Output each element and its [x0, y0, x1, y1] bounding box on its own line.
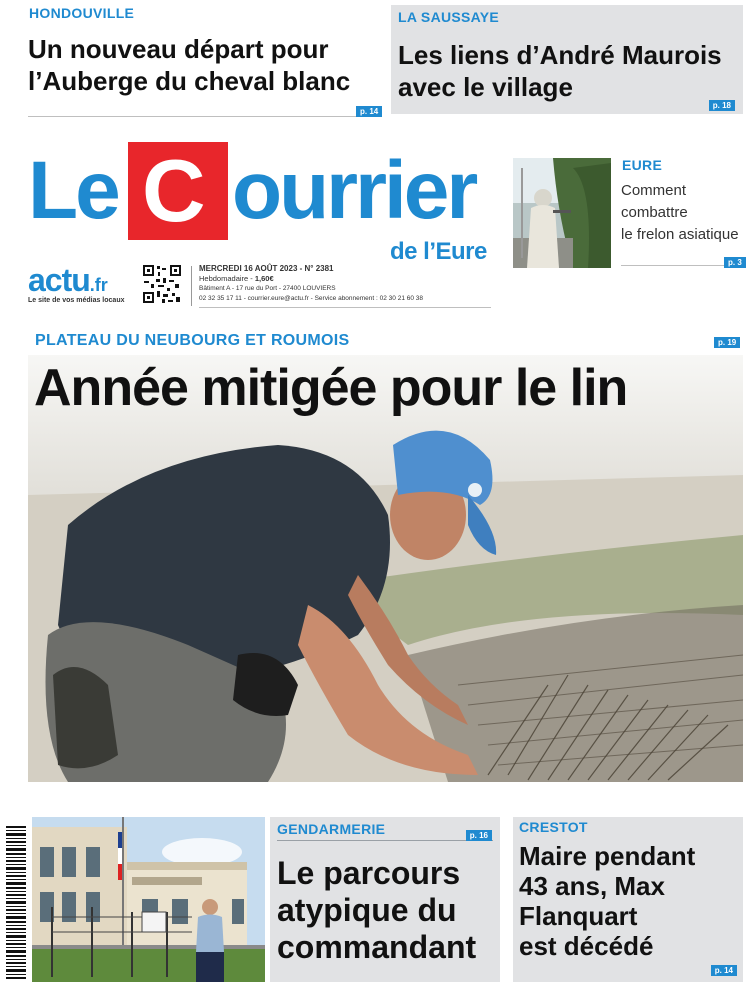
teaser-headline-crestot: Maire pendant 43 ans, Max Flanquart est décédé	[519, 841, 696, 961]
page-tag: p. 16	[466, 830, 492, 841]
teaser-headline-hondouville[interactable]: Un nouveau départ pour l’Auberge du cheval blanc	[28, 34, 351, 96]
page-tag: p. 14	[356, 106, 382, 117]
actu-logo[interactable]: actu.fr Le site de vos médias locaux	[28, 262, 143, 306]
divider	[191, 266, 192, 306]
teaser-kicker-gendarmerie: GENDARMERIE	[277, 821, 386, 837]
teaser-box-gendarmerie[interactable]	[270, 817, 500, 982]
barcode-icon	[6, 826, 26, 981]
logo-le: Le	[28, 145, 118, 236]
teaser-kicker-crestot: CRESTOT	[519, 819, 588, 835]
teaser-box-la-saussaye[interactable]	[391, 5, 743, 114]
issue-date: MERCREDI 16 AOÛT 2023 - N° 2381	[199, 264, 334, 273]
teaser-headline-la-saussaye: Les liens d’André Maurois avec le village	[398, 40, 722, 102]
issue-price: 1,60€	[254, 274, 274, 283]
divider	[28, 116, 380, 117]
logo-ourrier: ourrier	[232, 145, 476, 236]
main-headline[interactable]: Année mitigée pour le lin	[34, 359, 628, 417]
teaser-box-crestot[interactable]	[513, 817, 743, 982]
page-tag: p. 14	[711, 965, 737, 976]
gendarmerie-photo[interactable]	[32, 817, 265, 982]
logo-de-eure: de l’Eure	[390, 238, 487, 265]
divider	[277, 840, 493, 841]
divider	[199, 307, 491, 308]
teaser-headline-gendarmerie: Le parcours atypique du commandant	[277, 855, 477, 965]
masthead-logo[interactable]	[28, 141, 498, 265]
page-tag: p. 3	[724, 257, 746, 268]
teaser-kicker-la-saussaye: LA SAUSSAYE	[398, 9, 500, 25]
qr-code-icon[interactable]	[142, 264, 182, 304]
page-tag: p. 19	[714, 337, 740, 348]
eure-photo[interactable]	[513, 158, 611, 268]
main-photo-flax-farmer[interactable]	[28, 355, 743, 782]
actu-tagline: Le site de vos médias locaux	[28, 297, 125, 304]
teaser-headline-eure[interactable]: Comment combattre le frelon asiatique	[621, 182, 739, 243]
logo-c-block: C	[128, 142, 228, 240]
page-tag: p. 18	[709, 100, 735, 111]
issue-info: MERCREDI 16 AOÛT 2023 - N° 2381 Hebdomadaire - 1,60€ Bâtiment A - 17 rue du Port - 27400 LOUVIERS 02 32 35 17 11 - courrier.eure@actu.fr - Service abonnement : 02 30 21 60 38	[199, 264, 499, 304]
teaser-kicker-eure: EURE	[622, 157, 663, 173]
main-kicker: PLATEAU DU NEUBOURG ET ROUMOIS	[35, 332, 350, 349]
teaser-kicker-hondouville: HONDOUVILLE	[29, 5, 135, 21]
